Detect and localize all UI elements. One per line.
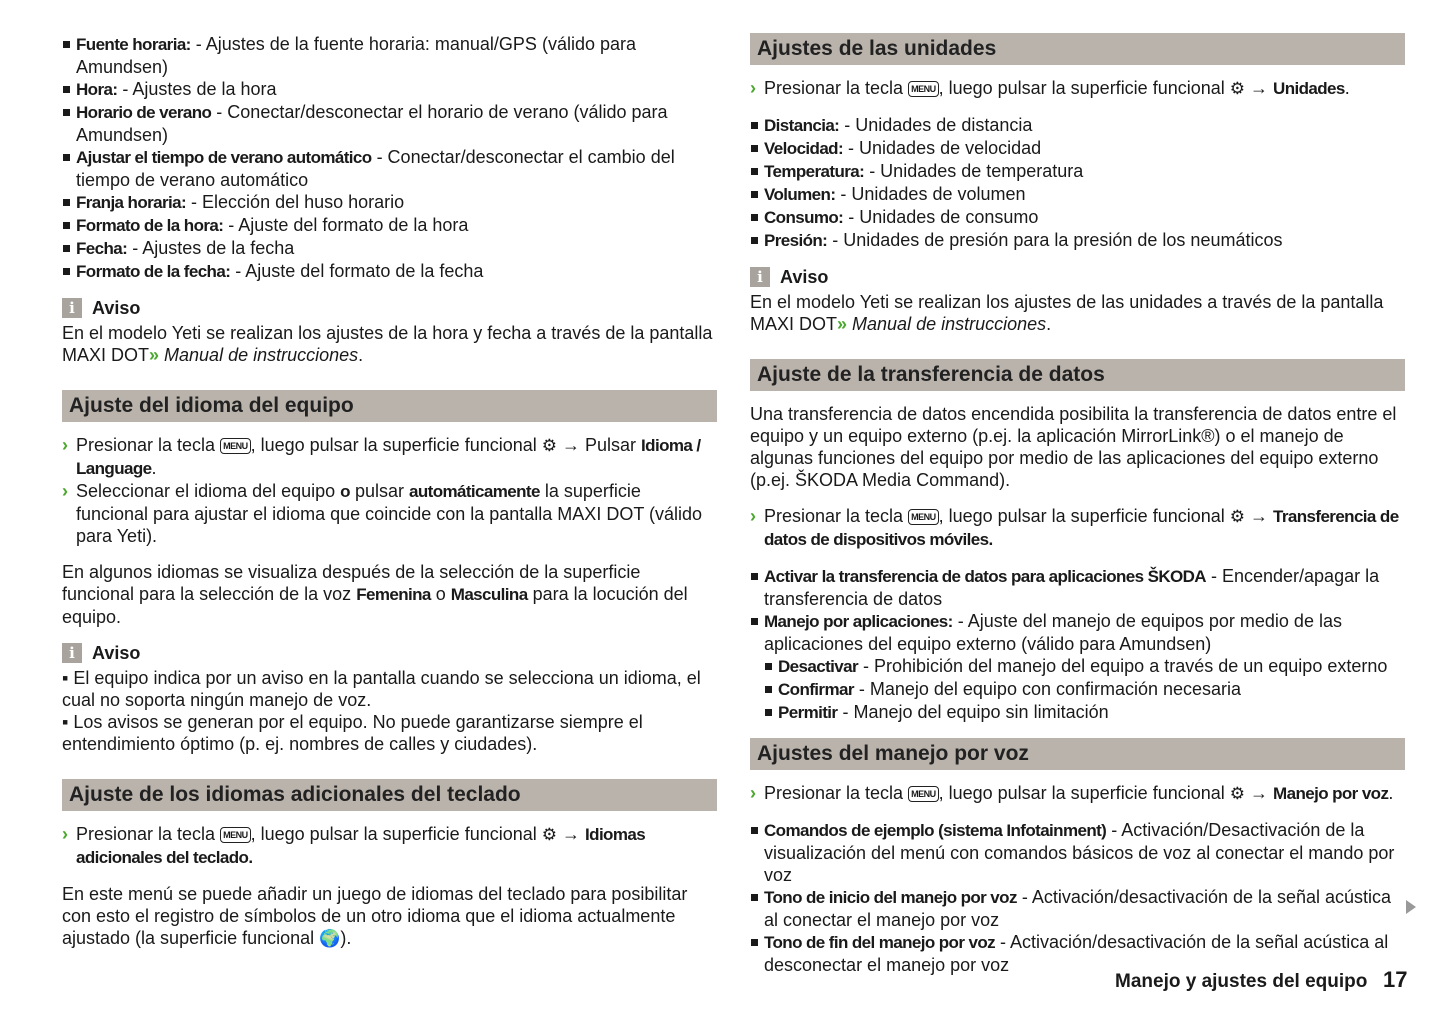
text: pulsar	[349, 481, 409, 501]
italic-reference: Manual de instrucciones	[847, 314, 1047, 334]
step-arrow-icon: ›	[62, 435, 68, 455]
bold-term: Manejo por aplicaciones:	[764, 612, 953, 631]
list-item	[750, 655, 1405, 678]
text: En algunos idiomas se visualiza después de la selección de la superficie funcional para la selección de la voz	[62, 562, 641, 604]
notice-title-text: Aviso	[780, 267, 829, 287]
bold-term: o	[340, 482, 350, 501]
left-column	[62, 33, 717, 964]
menu-key-icon: MENU	[908, 786, 939, 802]
text: .	[1344, 78, 1350, 98]
bold-term: Distancia:	[764, 116, 840, 135]
text: Presionar la tecla	[76, 824, 221, 844]
bold-term: Velocidad:	[764, 139, 844, 158]
text: - Unidades de volumen	[835, 184, 1026, 204]
step-arrow-icon: ›	[750, 78, 756, 98]
section-heading: Ajustes del manejo por voz	[750, 738, 1405, 770]
text: - Unidades de velocidad	[843, 138, 1042, 158]
bold-term: Masculina	[450, 585, 528, 604]
bullet-list	[62, 33, 717, 283]
bold-term: Fuente horaria:	[76, 35, 191, 54]
step-list	[750, 77, 1405, 100]
text: .	[358, 345, 364, 365]
text: →	[1245, 506, 1274, 526]
list-item	[62, 237, 717, 260]
bold-term: Formato de la fecha:	[76, 262, 231, 281]
text: - Activación/desactivación de la señal acústica al conectar el manejo por voz	[764, 887, 1392, 930]
step-arrow-icon: ›	[62, 824, 68, 844]
list-item	[750, 137, 1405, 160]
info-icon: i	[750, 267, 770, 287]
list-item	[750, 819, 1405, 886]
text: Una transferencia de datos encendida posibilita la transferencia de datos entre el equipo y un equipo externo (p.ej. la aplicación MirrorLink®) o el manejo de algunas funciones del equipo por medio de las aplicaciones del equipo externo (p.ej. ŠKODA Media Command).	[750, 404, 1397, 490]
globe-icon: 🌍	[319, 929, 341, 948]
list-item	[750, 183, 1405, 206]
paragraph	[750, 403, 1405, 491]
page-number: 17	[1383, 967, 1408, 992]
bold-term: Horario de verano	[76, 103, 212, 122]
list-item	[62, 214, 717, 237]
bold-term: Consumo:	[764, 208, 844, 227]
bold-term: Temperatura:	[764, 162, 865, 181]
bold-term: Tono de inicio del manejo por voz	[764, 888, 1017, 907]
text: la superficie funcional para ajustar el idioma que coincide con la pantalla MAXI DOT (válido para Yeti).	[76, 481, 703, 546]
bold-term: Femenina	[356, 585, 431, 604]
step-list	[750, 505, 1405, 551]
text: - Unidades de temperatura	[864, 161, 1084, 181]
list-item	[62, 101, 717, 146]
step-list	[62, 434, 717, 547]
text: - Manejo del equipo con confirmación necesaria	[853, 679, 1242, 699]
notice-box	[750, 266, 1405, 335]
notice-box	[62, 642, 717, 755]
instruction-step	[62, 823, 717, 869]
bold-term: Idiomas adicionales del teclado.	[76, 825, 646, 867]
notice-text	[750, 291, 1405, 335]
text: - Ajustes de la hora	[117, 79, 277, 99]
bold-term: Comandos de ejemplo (sistema Infotainment)	[764, 821, 1107, 840]
settings-gear-icon: ⚙	[1229, 507, 1246, 526]
bold-term: Tono de fin del manejo por voz	[764, 933, 996, 952]
text: - Activación/Desactivación de la visualización del menú con comandos básicos de voz al conectar el mando por voz	[764, 820, 1395, 885]
text: - Ajuste del formato de la hora	[223, 215, 469, 235]
bold-term: Presión:	[764, 231, 828, 250]
text: .	[151, 458, 157, 478]
text: En el modelo Yeti se realizan los ajustes de las unidades a través de la pantalla MAXI DOT	[750, 292, 1384, 334]
text: para la locución del equipo.	[62, 584, 688, 627]
list-item	[62, 260, 717, 283]
italic-reference: Manual de instrucciones	[159, 345, 359, 365]
list-item	[750, 229, 1405, 252]
text: En este menú se puede añadir un juego de idiomas del teclado para posibilitar con esto el registro de símbolos de un otro idioma que el idioma actualmente ajustado (la superficie funcional	[62, 884, 688, 948]
text: Seleccionar el idioma del equipo	[76, 481, 341, 501]
list-item	[750, 206, 1405, 229]
list-item	[750, 701, 1405, 724]
notice-title	[750, 266, 1405, 288]
bold-term: Confirmar	[778, 680, 854, 699]
notice-box	[62, 297, 717, 366]
bold-term: automáticamente	[409, 482, 540, 501]
list-item	[62, 146, 717, 191]
notice-title	[62, 297, 717, 319]
text: Presionar la tecla	[76, 435, 221, 455]
text: - Unidades de consumo	[843, 207, 1039, 227]
text: .	[1046, 314, 1052, 334]
list-item	[750, 565, 1405, 610]
text: ▪ Los avisos se generan por el equipo. No puede garantizarse siempre el entendimiento óptimo (p. ej. nombres de calles y ciudades).	[62, 712, 643, 754]
text: Presionar la tecla	[764, 506, 909, 526]
text: → Pulsar	[557, 435, 642, 455]
instruction-step	[750, 505, 1405, 551]
next-page-arrow-icon[interactable]	[1406, 900, 1416, 914]
section-heading: Ajuste del idioma del equipo	[62, 390, 717, 422]
settings-gear-icon: ⚙	[1229, 784, 1246, 803]
notice-text	[62, 322, 717, 366]
bold-term: Idioma / Language	[76, 436, 701, 478]
menu-key-icon: MENU	[220, 827, 251, 843]
text: , luego pulsar la superficie funcional	[938, 783, 1230, 803]
instruction-step	[62, 434, 717, 480]
text: , luego pulsar la superficie funcional	[250, 435, 542, 455]
instruction-step	[62, 480, 717, 547]
text: - Activación/desactivación de la señal acústica al desconectar el manejo por voz	[764, 932, 1389, 975]
bold-term: Ajustar el tiempo de verano automático	[76, 148, 372, 167]
section-heading: Ajustes de las unidades	[750, 33, 1405, 65]
instruction-step	[750, 77, 1405, 100]
text: - Ajuste del manejo de equipos por medio de las aplicaciones del equipo externo (válido para Amundsen)	[764, 611, 1342, 654]
text: - Manejo del equipo sin limitación	[837, 702, 1109, 722]
notice-title	[62, 642, 717, 664]
notice-title-text: Aviso	[92, 643, 141, 663]
notice-text	[62, 711, 717, 755]
text: - Conectar/desconectar el horario de verano (válido para Amundsen)	[76, 102, 668, 145]
text: ).	[340, 928, 352, 948]
notice-title-text: Aviso	[92, 298, 141, 318]
text: - Ajustes de la fuente horaria: manual/GPS (válido para Amundsen)	[76, 34, 636, 77]
list-item	[62, 191, 717, 214]
settings-gear-icon: ⚙	[541, 436, 558, 455]
step-list	[62, 823, 717, 869]
text: - Ajuste del formato de la fecha	[230, 261, 484, 281]
list-item	[750, 886, 1405, 931]
section-heading: Ajuste de la transferencia de datos	[750, 359, 1405, 391]
settings-gear-icon: ⚙	[541, 825, 558, 844]
text: En el modelo Yeti se realizan los ajustes de la hora y fecha a través de la pantalla MAXI DOT	[62, 323, 713, 365]
bold-term: Permitir	[778, 703, 838, 722]
text: - Prohibición del manejo del equipo a través de un equipo externo	[858, 656, 1388, 676]
list-item	[750, 678, 1405, 701]
text: , luego pulsar la superficie funcional	[938, 506, 1230, 526]
bullet-list	[750, 565, 1405, 724]
step-arrow-icon: ›	[750, 783, 756, 803]
bold-term: Formato de la hora:	[76, 216, 224, 235]
text: →	[1245, 783, 1274, 803]
notice-text	[62, 667, 717, 711]
text: - Conectar/desconectar el cambio del tiempo de verano automático	[76, 147, 675, 190]
paragraph	[62, 561, 717, 628]
bold-term: Manejo por voz	[1273, 784, 1389, 803]
text: →	[557, 824, 586, 844]
bold-term: Transferencia de datos de dispositivos móviles.	[764, 507, 1399, 549]
step-arrow-icon: ›	[750, 506, 756, 526]
bullet-list	[750, 114, 1405, 252]
text: o	[430, 584, 451, 604]
bold-term: Activar la transferencia de datos para aplicaciones ŠKODA	[764, 567, 1206, 586]
list-item	[750, 931, 1405, 976]
text: , luego pulsar la superficie funcional	[938, 78, 1230, 98]
menu-key-icon: MENU	[908, 509, 939, 525]
list-item	[750, 114, 1405, 137]
reference-arrow-icon: »	[149, 345, 160, 365]
text: Presionar la tecla	[764, 783, 909, 803]
paragraph	[62, 883, 717, 950]
settings-gear-icon: ⚙	[1229, 79, 1246, 98]
text: , luego pulsar la superficie funcional	[250, 824, 542, 844]
bold-term: Unidades	[1273, 79, 1345, 98]
text: Presionar la tecla	[764, 78, 909, 98]
list-item	[62, 78, 717, 101]
list-item	[62, 33, 717, 78]
text: - Unidades de distancia	[839, 115, 1033, 135]
step-arrow-icon: ›	[62, 481, 68, 501]
section-heading: Ajuste de los idiomas adicionales del teclado	[62, 779, 717, 811]
reference-arrow-icon: »	[837, 314, 848, 334]
info-icon: i	[62, 643, 82, 663]
menu-key-icon: MENU	[908, 81, 939, 97]
info-icon: i	[62, 298, 82, 318]
footer-section-title: Manejo y ajustes del equipo	[1115, 971, 1368, 992]
text: - Encender/apagar la transferencia de datos	[764, 566, 1380, 609]
bold-term: Fecha:	[76, 239, 128, 258]
bold-term: Franja horaria:	[76, 193, 187, 212]
instruction-step	[750, 782, 1405, 805]
bold-term: Hora:	[76, 80, 118, 99]
text: - Elección del huso horario	[186, 192, 405, 212]
bold-term: Volumen:	[764, 185, 836, 204]
menu-key-icon: MENU	[220, 438, 251, 454]
text: - Ajustes de la fecha	[127, 238, 295, 258]
list-item	[750, 610, 1405, 655]
text: .	[1388, 783, 1394, 803]
text: ▪ El equipo indica por un aviso en la pantalla cuando se selecciona un idioma, el cual no soporta ningún manejo de voz.	[62, 668, 701, 710]
text: - Unidades de presión para la presión de los neumáticos	[827, 230, 1283, 250]
right-column	[750, 33, 1408, 992]
text: →	[1245, 78, 1274, 98]
step-list	[750, 782, 1405, 805]
list-item	[750, 160, 1405, 183]
bold-term: Desactivar	[778, 657, 859, 676]
bullet-list	[750, 819, 1405, 976]
